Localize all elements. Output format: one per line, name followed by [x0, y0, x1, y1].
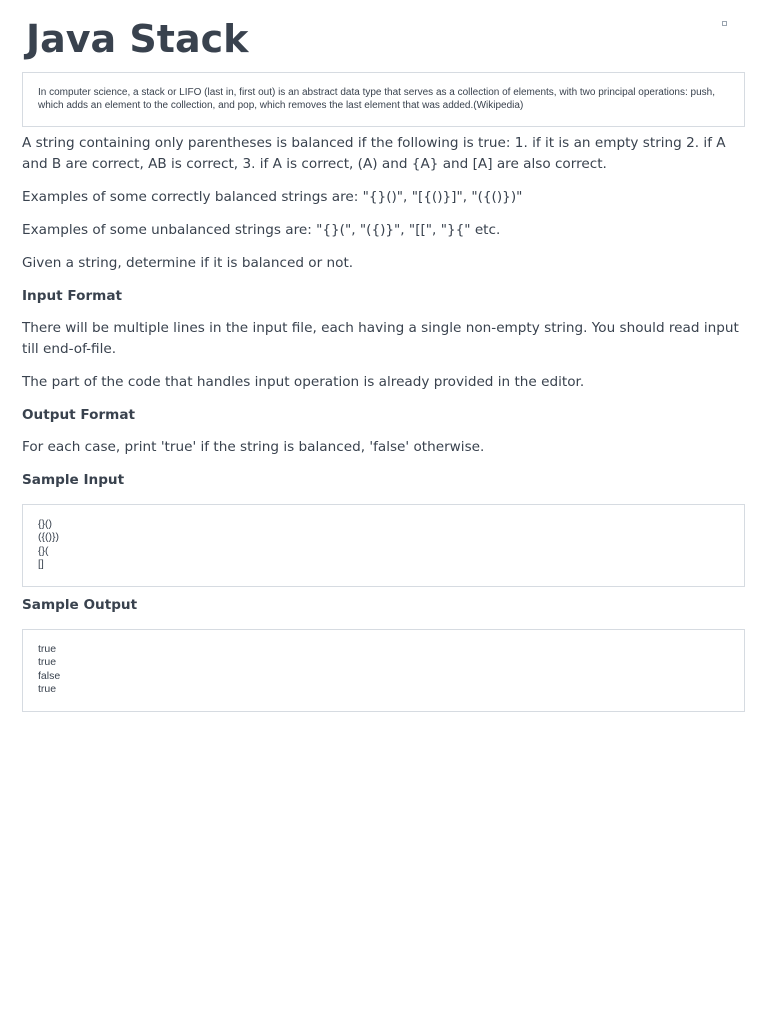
sample-input-line: ({()}): [38, 531, 59, 544]
sample-input-line: {}(: [38, 544, 49, 557]
output-format-heading: Output Format: [22, 406, 135, 423]
balanced-examples: Examples of some correctly balanced strings are: "{}()", "[{()}]", "({()})": [22, 188, 523, 205]
input-format-note: The part of the code that handles input operation is already provided in the editor.: [22, 373, 585, 390]
unbalanced-examples: Examples of some unbalanced strings are: "{}(", "({)}", "[[", "}{" etc.: [22, 221, 501, 238]
sample-output-line: true: [38, 656, 57, 669]
task-description: Given a string, determine if it is balanced or not.: [22, 254, 354, 271]
sample-input-line: {}(): [38, 518, 53, 530]
output-format-text: For each case, print 'true' if the string is balanced, 'false' otherwise.: [22, 439, 485, 455]
input-format-heading: Input Format: [22, 287, 122, 304]
intro-text: In computer science, a stack or LIFO (last in, first out) is an abstract data type that serves as a collection of elements, with two principal operations: push, which adds an element to the collection, and pop, which removes the last element that was added.(Wikipedia): [38, 87, 715, 111]
sample-output-line: true: [38, 643, 57, 656]
sample-output-line: true: [38, 683, 57, 696]
sample-output-heading: Sample Output: [22, 597, 138, 614]
sample-output-line: false: [38, 669, 61, 682]
sample-output-box: [22, 629, 745, 712]
sample-input-line: []: [38, 557, 44, 570]
sample-input-box: [22, 504, 745, 587]
balanced-definition: A string containing only parentheses is balanced if the following is true: 1. if it is an empty string 2. if A and B are correct, AB is correct, 3. if A is correct, (A) and {A} and [A] are also correct.: [22, 135, 726, 172]
page-title: Java Stack: [26, 17, 249, 61]
sample-input-heading: Sample Input: [22, 472, 125, 488]
input-format-text: There will be multiple lines in the input file, each having a single non-empty string. You should read input till end-of-file.: [22, 320, 739, 357]
intro-quote-box: [22, 72, 745, 127]
problem-statement: [22, 0, 745, 712]
